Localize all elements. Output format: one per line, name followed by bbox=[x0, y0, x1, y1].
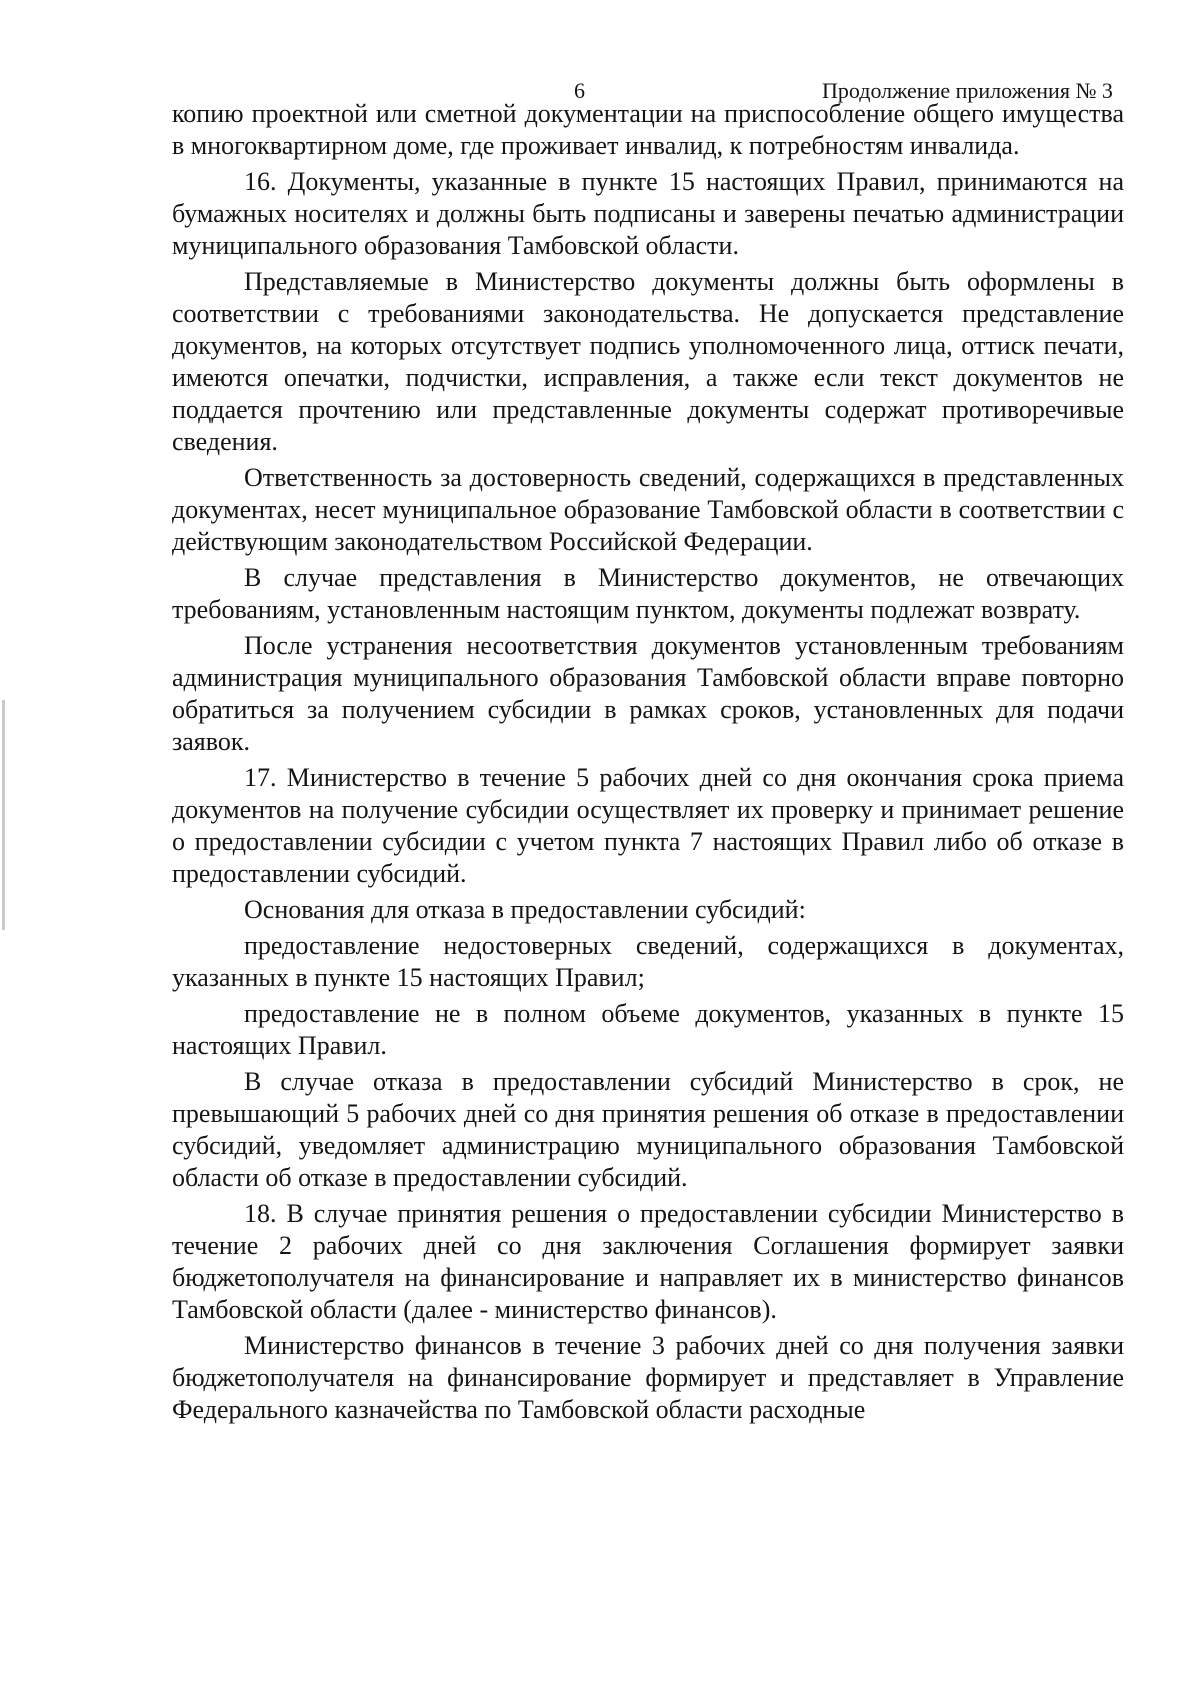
page-number: 6 bbox=[574, 78, 585, 103]
appendix-continuation-label: Продолжение приложения № 3 bbox=[822, 78, 1113, 103]
paragraph: Основания для отказа в предоставлении субсидий: bbox=[244, 895, 806, 924]
paragraph: Ответственность за достоверность сведений, содержащихся в представленных документах, несет муниципальное образование Тамбовской области в соответствии с действующим законодательством Российской Федерации. bbox=[172, 463, 1124, 556]
paragraph-item-16: 16. Документы, указанные в пункте 15 настоящих Правил, принимаются на бумажных носителях и должны быть подписаны и заверены печатью администрации муниципального образования Тамбовской области. bbox=[172, 167, 1124, 260]
document-body bbox=[172, 98, 1124, 1430]
scan-margin-mark bbox=[2, 700, 5, 930]
paragraph: Представляемые в Министерство документы должны быть оформлены в соответствии с требованиями законодательства. Не допускается представление документов, на которых отсутствует подпись уполномоченного лица, оттиск печати, имеются опечатки, подчистки, исправления, а также если текст документов не поддается прочтению или представленные документы содержат противоречивые сведения. bbox=[172, 267, 1124, 456]
paragraph: Министерство финансов в течение 3 рабочих дней со дня получения заявки бюджетополучателя на финансирование формирует и представляет в Управление Федерального казначейства по Тамбовской области расходные bbox=[172, 1331, 1124, 1424]
paragraph: предоставление не в полном объеме документов, указанных в пункте 15 настоящих Правил. bbox=[172, 999, 1124, 1060]
paragraph: В случае представления в Министерство документов, не отвечающих требованиям, установленным настоящим пунктом, документы подлежат возврату. bbox=[172, 563, 1124, 624]
paragraph-item-18: 18. В случае принятия решения о предоставлении субсидии Министерство в течение 2 рабочих дней со дня заключения Соглашения формирует заявки бюджетополучателя на финансирование и направляет их в министерство финансов Тамбовской области (далее - министерство финансов). bbox=[172, 1199, 1124, 1324]
paragraph-continued: копию проектной или сметной документации на приспособление общего имущества в многоквартирном доме, где проживает инвалид, к потребностям инвалида. bbox=[172, 99, 1124, 160]
paragraph: После устранения несоответствия документов установленным требованиям администрация муниципального образования Тамбовской области вправе повторно обратиться за получением субсидии в рамках сроков, установленных для подачи заявок. bbox=[172, 631, 1124, 756]
paragraph-item-17: 17. Министерство в течение 5 рабочих дней со дня окончания срока приема документов на получение субсидии осуществляет их проверку и принимает решение о предоставлении субсидии с учетом пункта 7 настоящих Правил либо об отказе в предоставлении субсидий. bbox=[172, 763, 1124, 888]
paragraph: В случае отказа в предоставлении субсидий Министерство в срок, не превышающий 5 рабочих дней со дня принятия решения об отказе в предоставлении субсидий, уведомляет администрацию муниципального образования Тамбовской области об отказе в предоставлении субсидий. bbox=[172, 1067, 1124, 1192]
paragraph: предоставление недостоверных сведений, содержащихся в документах, указанных в пункте 15 настоящих Правил; bbox=[172, 931, 1124, 992]
